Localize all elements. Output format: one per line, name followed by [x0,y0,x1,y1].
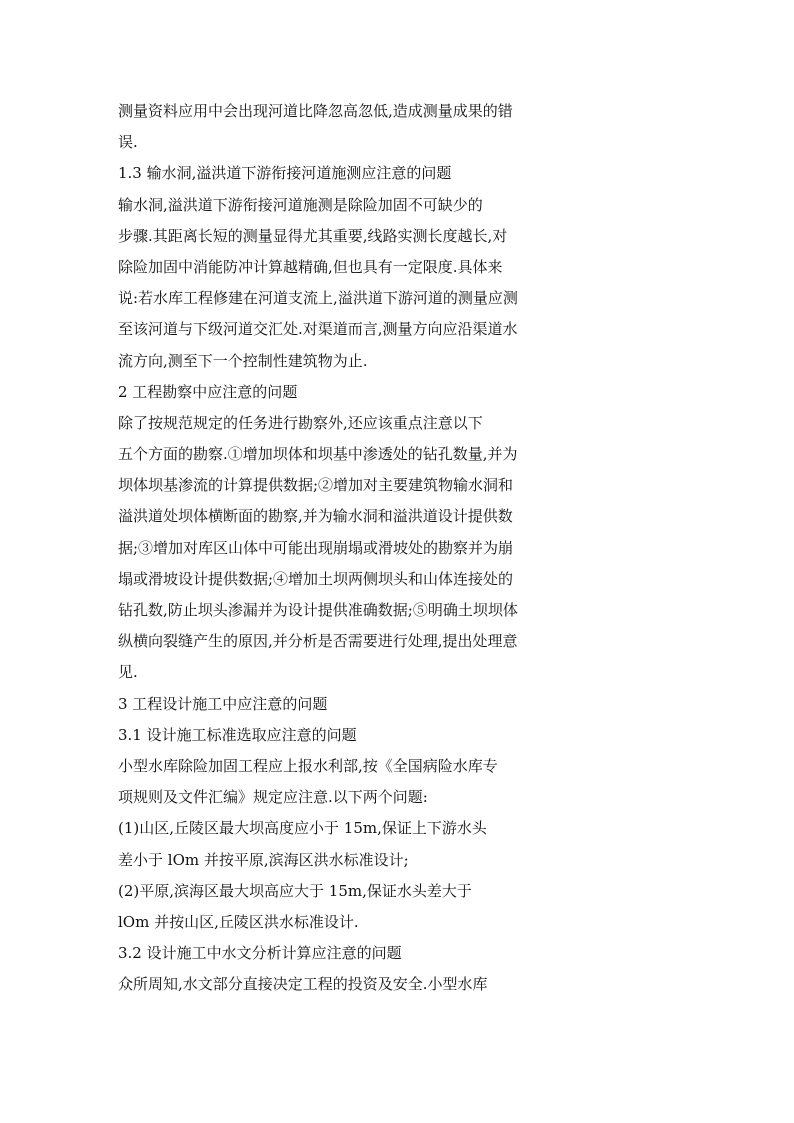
text-line: 五个方面的勘察.①增加坝体和坝基中渗透处的钻孔数量,并为 [118,445,518,464]
text-line: 步骤.其距离长短的测量显得尤其重要,线路实测长度越长,对 [118,226,508,245]
text-line: 流方向,测至下一个控制性建筑物为止. [118,351,368,370]
text-line: 至该河道与下级河道交汇处.对渠道而言,测量方向应沿渠道水 [118,320,518,339]
text-line: 塌或滑坡设计提供数据;④增加土坝两侧坝头和山体连接处的 [118,569,514,588]
text-line: 误. [118,133,138,152]
text-line: 坝体坝基渗流的计算提供数据;②增加对主要建筑物输水洞和 [118,476,514,495]
text-line: lOm 并按山区,丘陵区洪水标准设计. [118,912,359,931]
text-line: 项规则及文件汇编》规定应注意.以下两个问题: [118,788,428,807]
text-line: 除了按规范规定的任务进行勘察外,还应该重点注意以下 [118,413,483,432]
section-heading: 1.3 输水洞,溢洪道下游衔接河道施测应注意的问题 [118,164,452,183]
text-line: 见. [118,663,138,682]
text-line: 除险加固中消能防冲计算越精确,但也具有一定限度.具体来 [118,257,503,276]
text-line: 说:若水库工程修建在河道支流上,溢洪道下游河道的测量应测 [118,289,518,308]
document-body [118,96,558,1000]
text-line: 测量资料应用中会出现河道比降忽高忽低,造成测量成果的错 [118,102,513,120]
text-line: 众所周知,水文部分直接决定工程的投资及安全.小型水库 [118,975,488,994]
section-heading: 3 工程设计施工中应注意的问题 [118,694,328,713]
text-line: (2)平原,滨海区最大坝高应大于 15m,保证水头差大于 [118,881,472,900]
text-line: 钻孔数,防止坝头渗漏并为设计提供准确数据;⑤明确土坝坝体 [118,601,518,619]
section-heading: 2 工程勘察中应注意的问题 [118,382,298,401]
text-line: 纵横向裂缝产生的原因,并分析是否需要进行处理,提出处理意 [118,632,518,651]
text-line: (1)山区,丘陵区最大坝高度应小于 15m,保证上下游水头 [118,819,487,838]
text-line: 溢洪道处坝体横断面的勘察,并为输水洞和溢洪道设计提供数 [118,507,513,526]
text-line: 差小于 lOm 并按平原,滨海区洪水标准设计; [118,850,409,869]
section-heading: 3.2 设计施工中水文分析计算应注意的问题 [118,944,402,963]
text-line: 输水洞,溢洪道下游衔接河道施测是除险加固不可缺少的 [118,195,483,214]
text-line: 据;③增加对库区山体中可能出现崩塌或滑坡处的勘察并为崩 [118,538,514,557]
section-heading: 3.1 设计施工标准选取应注意的问题 [118,725,357,744]
text-line: 小型水库除险加固工程应上报水利部,按《全国病险水库专 [118,756,498,775]
